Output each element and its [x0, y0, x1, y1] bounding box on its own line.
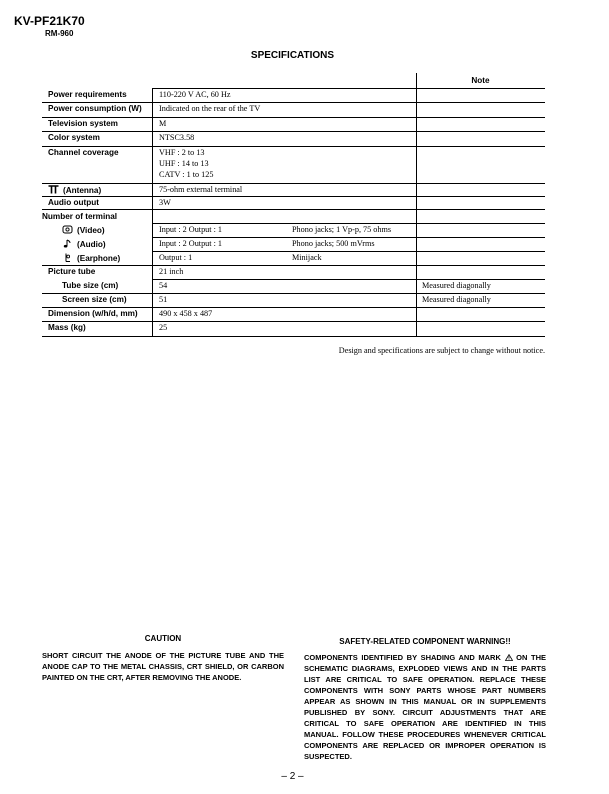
- caution-body: SHORT CIRCUIT THE ANODE OF THE PICTURE TUBE AND THE ANODE CAP TO THE METAL CHASSIS, CRT SHIELD, OR CARBON PAINTED ON THE CRT, AFTER REMOVING THE ANODE.: [42, 651, 284, 682]
- audio-jack-spec: Phono jacks; 500 mVrms: [292, 239, 375, 248]
- power-consumption-value: Indicated on the rear of the TV: [159, 104, 261, 113]
- page-title: SPECIFICATIONS: [250, 50, 335, 61]
- safety-body-start: COMPONENTS IDENTIFIED BY SHADING AND MARK: [304, 653, 505, 662]
- screen-size-note: Measured diagonally: [422, 295, 491, 304]
- earphone-icon: [62, 253, 73, 262]
- disclaimer-text: Design and specifications are subject to change without notice.: [338, 346, 545, 355]
- video-row-label: [62, 225, 105, 235]
- warning-triangle-icon: [505, 654, 513, 661]
- earphone-io-value: Output : 1: [159, 253, 193, 262]
- color-system-value: NTSC3.58: [159, 133, 195, 142]
- tube-size-label: Tube size (cm): [62, 281, 119, 290]
- video-io-value: Input : 2 Output : 1: [159, 225, 222, 234]
- antenna-label-text: (Antenna): [63, 186, 102, 195]
- picture-tube-label: Picture tube: [48, 267, 96, 276]
- television-system-label: Television system: [48, 119, 118, 128]
- audio-icon: [62, 239, 73, 248]
- power-consumption-label: Power consumption (W): [48, 104, 142, 113]
- power-requirements-label: Power requirements: [48, 90, 127, 99]
- audio-output-value: 3W: [159, 198, 171, 207]
- tube-size-value: 54: [159, 281, 168, 290]
- channel-coverage-label: Channel coverage: [48, 148, 119, 157]
- antenna-row-label: [48, 185, 101, 195]
- safety-warning-body: [304, 652, 546, 762]
- video-label-text: (Video): [77, 226, 105, 235]
- page-number: – 2 –: [281, 771, 304, 782]
- channel-coverage-vhf: VHF : 2 to 13: [159, 148, 205, 157]
- audio-output-label: Audio output: [48, 198, 99, 207]
- specifications-table: [42, 73, 545, 337]
- earphone-row-label: [62, 253, 120, 263]
- note-column-header: Note: [471, 76, 490, 85]
- safety-body-rest: ON THE SCHEMATIC DIAGRAMS, EXPLODED VIEWS AND IN THE PARTS LIST ARE CRITICAL TO SAFE OPERATION. REPLACE THESE COMPONENTS WITH SONY PARTS WHOSE PART NUMBERS APPEAR AS SHOWN IN THIS MANUAL OR IN SUPPLEMENTS PUBLISHED BY SONY. CIRCUIT ADJUSTMENTS THAT ARE CRITICAL TO SAFE OPERATION ARE IDENTIFIED IN THIS MANUAL. FOLLOW THESE PROCEDURES WHENEVER CRITICAL COMPONENTS ARE REPLACED OR IMPROPER OPERATION IS SUSPECTED.: [304, 653, 546, 761]
- tube-size-note: Measured diagonally: [422, 281, 491, 290]
- mass-value: 25: [159, 323, 168, 332]
- remote-model: RM-960: [45, 29, 74, 38]
- safety-warning-heading: SAFETY-RELATED COMPONENT WARNING!!: [339, 637, 511, 646]
- dimension-label: Dimension (w/h/d, mm): [48, 309, 138, 318]
- video-jack-spec: Phono jacks; 1 Vp-p, 75 ohms: [292, 225, 392, 234]
- caution-heading: CAUTION: [144, 634, 182, 643]
- screen-size-label: Screen size (cm): [62, 295, 127, 304]
- television-system-value: M: [159, 119, 167, 128]
- color-system-label: Color system: [48, 133, 100, 142]
- power-requirements-value: 110-220 V AC, 60 Hz: [159, 90, 231, 99]
- model-number: KV-PF21K70: [14, 14, 85, 28]
- channel-coverage-uhf: UHF : 14 to 13: [159, 159, 209, 168]
- mass-label: Mass (kg): [48, 323, 86, 332]
- number-of-terminal-label: Number of terminal: [42, 212, 118, 221]
- antenna-icon: [48, 185, 59, 194]
- channel-coverage-catv: CATV : 1 to 125: [159, 170, 214, 179]
- audio-row-label: [62, 239, 106, 249]
- audio-io-value: Input : 2 Output : 1: [159, 239, 222, 248]
- screen-size-value: 51: [159, 295, 168, 304]
- earphone-label-text: (Earphone): [77, 254, 121, 263]
- video-icon: [62, 225, 73, 234]
- dimension-value: 490 x 458 x 487: [159, 309, 213, 318]
- audio-label-text: (Audio): [77, 240, 106, 249]
- antenna-value: 75-ohm external terminal: [159, 185, 243, 194]
- earphone-jack-spec: Minijack: [292, 253, 322, 262]
- picture-tube-value: 21 inch: [159, 267, 184, 276]
